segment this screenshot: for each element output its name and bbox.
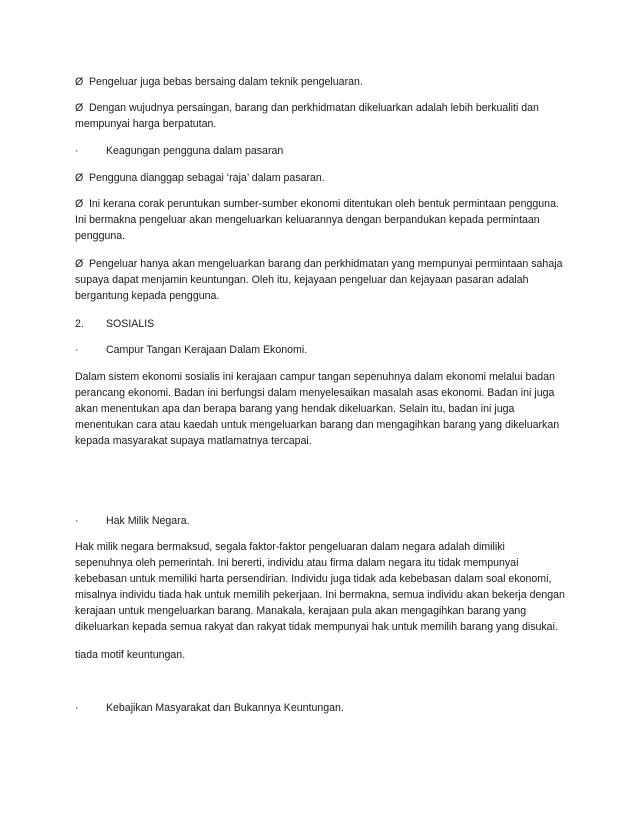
arrow-bullet-icon: Ø [75,172,84,184]
heading-government-intervention [75,342,565,358]
paragraph-producer-demand [75,256,565,304]
dot-bullet-icon: · [75,702,79,714]
dot-bullet-icon: · [75,145,79,157]
paragraph-resource-allocation [75,196,565,244]
heading-text: Keagungan pengguna dalam pasaran [105,145,284,157]
paragraph-state-ownership: Hak milik negara bermaksud, segala faktor-faktor pengeluaran dalam negara adalah dimiliki sepenuhnya oleh pemerintah. Ini bererti, individu atau firma dalam negara itu tidak mempunyai kebebasan untuk memiliki harta persendirian. Individu juga tidak ada kebebasan dalam soal ekonomi, misalnya individu tiada hak untuk memilih pekerjaan. Ini bermakna, semua individu akan bekerja dengan kerajaan untuk mengeluarkan barang. Manakala, kerajaan pula akan mengagihkan barang yang dikeluarkan kepada semua rakyat dan rakyat tidak mempunyai hak untuk memilih barang yang disukai. [75,541,565,633]
arrow-bullet-icon: Ø [75,102,84,114]
heading-social-welfare [75,700,565,716]
arrow-bullet-icon: Ø [75,258,84,270]
paragraph-no-profit-motive: tiada motif keuntungan. [75,649,186,661]
paragraph-consumer-king [75,170,565,186]
section-number: 2. [75,318,84,330]
arrow-bullet-icon: Ø [75,76,84,88]
heading-consumer-sovereignty [75,143,565,159]
dot-bullet-icon: · [75,344,79,356]
paragraph-text: Dengan wujudnya persaingan, barang dan perkhidmatan dikeluarkan adalah lebih berkualiti dan mempunyai harga berpatutan. [75,102,539,130]
paragraph-text: Pengeluar juga bebas bersaing dalam teknik pengeluaran. [88,76,363,88]
section-heading-socialist [75,316,565,332]
heading-text: Kebajikan Masyarakat dan Bukannya Keuntungan. [105,702,344,714]
section-title: SOSIALIS [105,318,155,330]
paragraph-text: Pengeluar hanya akan mengeluarkan barang dan perkhidmatan yang mempunyai permintaan sahaja supaya dapat menjamin keuntungan. Oleh itu, kejayaan pengeluar dan kejayaan pasaran adalah bergantung kepada pengguna. [75,258,563,302]
dot-bullet-icon: · [75,515,79,527]
paragraph-socialist-economy: Dalam sistem ekonomi sosialis ini kerajaan campur tangan sepenuhnya dalam ekonomi melalui badan perancang ekonomi. Badan ini berfungsi dalam menyelesaikan masalah asas ekonomi. Badan ini juga akan menentukan apa dan berapa barang yang hendak dikeluarkan. Selain itu, badan ini juga menentukan cara atau kaedah untuk mengeluarkan barang dan mengagihkan barang yang dikeluarkan kepada masyarakat supaya matlamatnya tercapai. [75,371,560,447]
heading-text: Hak Milik Negara. [105,515,190,527]
paragraph-text: Pengguna dianggap sebagai ‘raja’ dalam pasaran. [88,172,325,184]
heading-text: Campur Tangan Kerajaan Dalam Ekonomi. [105,344,308,356]
heading-state-ownership [75,513,565,529]
paragraph-quality [75,100,565,132]
paragraph-competition [75,74,565,90]
paragraph-text: Ini kerana corak peruntukan sumber-sumber ekonomi ditentukan oleh bentuk permintaan pengguna. Ini bermakna pengeluar akan mengeluarkan keluarannya dengan berpandukan kepada permintaan pengguna. [75,198,559,242]
arrow-bullet-icon: Ø [75,198,84,210]
